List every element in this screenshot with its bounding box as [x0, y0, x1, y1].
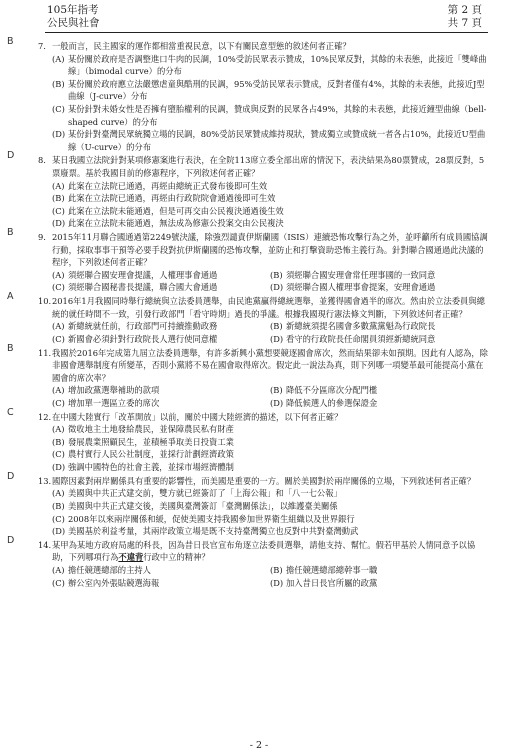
question-stem: [38, 154, 488, 179]
option-text: 新國會必須針對行政院長人選行使同意權: [68, 333, 218, 344]
question-11: [7, 342, 488, 410]
handwritten-answer: D: [7, 150, 15, 162]
option-label: (A): [52, 180, 65, 191]
option-text: 須經聯合國人權理事會提案，安理會通過: [286, 282, 436, 293]
answer-option: [52, 397, 270, 410]
option-label: (D): [270, 282, 284, 293]
option-label: (C): [52, 398, 65, 408]
exam-header-left: [47, 4, 100, 30]
answer-option: [38, 128, 488, 153]
option-label: (B): [270, 385, 283, 396]
options-grid: [38, 320, 488, 345]
option-label: (C): [52, 577, 65, 588]
option-text: 降低不分區席次分配門檻: [286, 385, 378, 396]
question-10: [7, 291, 488, 345]
option-text: 此案在立法院已通過，再經由行政院院會通過後即可生效: [68, 193, 276, 204]
option-label: (D): [52, 462, 66, 473]
question-text: 一般而言，民主國家的運作都相當重視民意，以下有關民意型態的敘述何者正確？: [52, 41, 351, 51]
answer-option: [38, 461, 488, 474]
option-label: (B): [52, 436, 65, 447]
question-number: 8.: [38, 155, 46, 166]
answer-option: [52, 320, 270, 333]
answer-option: [38, 513, 488, 526]
options-grid: [38, 269, 488, 294]
option-label: (A): [52, 424, 65, 435]
option-text: 強調中國特色的社會主義，並採市場經濟體制: [68, 462, 234, 473]
option-label: (C): [52, 449, 65, 460]
option-label: (B): [270, 269, 283, 280]
option-text: 2008年以來兩岸關係和緩，促使美國支持我國參加世界衛生組織以及世界銀行: [68, 513, 355, 524]
question-14: [7, 534, 488, 589]
option-text: 須經聯合國秘書長提議，聯合國大會通過: [68, 282, 218, 293]
options-grid: [38, 564, 488, 589]
handwritten-answer: B: [7, 342, 14, 354]
exam-title: 105年指考: [47, 4, 99, 16]
answer-option: [38, 205, 488, 218]
option-text: 美國與中共正式建交前，雙方就已經簽訂了「上海公報」和「八一七公報」: [68, 488, 342, 499]
question-number: 13.: [38, 475, 52, 486]
question-9: [7, 227, 488, 294]
option-label: (B): [52, 193, 65, 204]
answer-option: [38, 436, 488, 449]
question-stem: [38, 295, 488, 320]
option-label: (D): [52, 218, 66, 229]
answer-option: [38, 53, 488, 78]
option-text: 此案在立法院未能通過，無法成為修憲公投案交由公民複決: [68, 218, 284, 229]
question-text-part: 某甲為某地方政府局處的科長，因為昔日長官宣布角逐立法委員選舉，請他支持、幫忙。假若甲基於人情同意予以協助，下列哪項行為: [52, 539, 476, 563]
question-12: [7, 406, 488, 474]
option-label: (A): [52, 565, 65, 575]
question-13: [7, 470, 488, 538]
exam-header-right: [448, 4, 482, 30]
answer-option: [38, 78, 488, 103]
answer-option: [52, 577, 270, 590]
question-number: 12.: [38, 411, 52, 422]
option-text: 美國與中共正式建交後，美國與臺灣簽訂「臺灣關係法」，以維護臺美關係: [68, 500, 338, 511]
answer-option: [52, 564, 270, 577]
answer-option: [38, 487, 488, 500]
option-label: (A): [52, 385, 65, 396]
answer-option: [270, 333, 488, 346]
option-label: (C): [52, 103, 65, 114]
option-label: (B): [52, 500, 65, 511]
emphasized-keyword: 不違背: [118, 552, 144, 563]
options-grid: [38, 384, 488, 409]
answer-option: [270, 384, 488, 397]
option-label: (C): [52, 333, 65, 344]
option-text: 看守的行政院長任命閣員須經新總統同意: [286, 333, 436, 344]
option-text: 徵收地主土地發給農民，並保障農民私有財產: [68, 424, 234, 435]
question-stem: [38, 231, 488, 269]
option-label: (D): [52, 129, 66, 140]
question-number: 9.: [38, 232, 46, 243]
answer-option: [52, 333, 270, 346]
answer-option: [270, 320, 488, 333]
handwritten-answer: A: [7, 291, 14, 303]
question-7: [7, 36, 488, 153]
option-text: 須經聯合國安理會常任理事國的一致同意: [286, 269, 436, 280]
question-stem: [38, 411, 488, 424]
option-text: 發展農業照顧民生，並積極爭取美日投資工業: [68, 436, 234, 447]
option-label: (B): [52, 78, 65, 89]
option-text: 擔任競選總部總幹事一職: [286, 565, 378, 575]
answer-option: [38, 217, 488, 230]
answer-option: [38, 448, 488, 461]
answer-option: [38, 103, 488, 128]
question-text: 2015年11月聯合國通過第2249號決議，除強烈譴責伊斯蘭國（ISIS）連續恐怖攻擊行為之外，並呼籲所有成員國協調行動，採取事事干預等必要手段對抗伊斯蘭國的恐怖攻擊，並防止和打擊資助恐怖主義行為。針對聯合國通過此決議的程序，下列敘述何者正確？: [52, 232, 488, 268]
option-text: 美國基於利益考量，其兩岸政策立場是既不支持臺灣獨立也反對中共對臺灣動武: [68, 526, 359, 537]
option-text: 降低候選人的參選保證金: [286, 398, 378, 408]
option-label: (A): [52, 321, 65, 332]
page-indicator: 第 2 頁: [447, 4, 482, 16]
answer-option: [52, 281, 270, 294]
option-label: (D): [270, 577, 284, 588]
option-label: (B): [270, 565, 283, 575]
question-number: 10.: [38, 296, 52, 307]
option-text: 此案在立法院未能通過，但是可再交由公民複決通過後生效: [68, 205, 284, 216]
option-label: (A): [52, 53, 65, 64]
question-text: 某日我國立法院針對某項修憲案進行表決，在全院113席立委全部出席的情況下，表決結果為80票贊成，28票反對，5票廢票。基於我國目前的修憲程序，下列敘述何者正確？: [52, 155, 485, 179]
question-text: 我國於2016年完成第九屆立法委員選舉，有許多新興小黨想要競逐國會席次，然而結果卻未如預期。因此有人認為，除非國會選舉制度有所變革，否則小黨將不易在國會取得席次。假定此一說法為真，則下列哪一項變革最可能提高小黨在國會的席次率？: [52, 347, 488, 383]
handwritten-answer: B: [7, 36, 14, 47]
option-label: (D): [270, 333, 284, 344]
option-label: (B): [270, 321, 283, 332]
question-stem: [38, 475, 488, 488]
option-label: (C): [52, 513, 65, 524]
question-text-part: 行政中立的精神？: [143, 552, 210, 563]
answer-option: [270, 577, 488, 590]
option-label: (C): [52, 205, 65, 216]
question-text: 國際因素對兩岸關係具有重要的影響性，而美國是重要的一方。關於美國對於兩岸關係的立場，下列敘述何者正確？: [52, 475, 476, 486]
answer-option: [52, 269, 270, 282]
option-label: (D): [270, 398, 284, 408]
option-text: 新總統須提名國會多數黨黨魁為行政院長: [286, 321, 436, 332]
question-8: [7, 150, 488, 230]
header-divider: [45, 32, 488, 33]
answer-option: [270, 397, 488, 410]
option-label: (C): [52, 282, 65, 293]
question-text: 在中國大陸實行「改革開放」以前，關於中國大陸經濟的描述，以下何者正確？: [52, 411, 343, 422]
page-number: - 2 -: [249, 740, 269, 751]
question-stem: [38, 40, 488, 53]
answer-option: [270, 281, 488, 294]
option-text: 擔任競選總部的主持人: [68, 565, 151, 575]
option-label: (A): [52, 269, 65, 280]
handwritten-answer: D: [7, 470, 15, 482]
option-text: 某份針對臺灣民眾統獨立場的民調，80%受訪民眾贊成維持現狀，贊成獨立或贊成統一者各占10%，此接近U型曲線（U-curve）的分布: [68, 129, 486, 152]
option-text: 辦公室內外張貼競選海報: [68, 577, 160, 588]
handwritten-answer: D: [7, 534, 15, 546]
subject-title: 公民與社會: [47, 17, 100, 29]
question-text: 2016年1月我國同時舉行總統與立法委員選舉，由民進黨贏得總統選舉，並獲得國會過半的席次。然由於立法委員與總統的就任時間不一致，引發行政部門「看守時期」過長的爭議。根據我國現行憲法條文判斷，下列敘述何者正確？: [52, 296, 485, 319]
question-number: 7.: [38, 41, 46, 51]
option-label: (D): [52, 526, 66, 537]
answer-option: [270, 564, 488, 577]
answer-option: [38, 180, 488, 193]
answer-option: [38, 423, 488, 436]
question-text: [52, 539, 488, 564]
option-text: 此案在立法院已通過，再經由總統正式發布後即可生效: [68, 180, 268, 191]
option-text: 增加政黨選舉補助的款項: [68, 385, 160, 396]
answer-option: [38, 192, 488, 205]
answer-option: [52, 384, 270, 397]
option-text: 某份關於政府是否調整進口牛肉的民調，10%受訪民眾表示贊成，10%民眾反對，其餘的未表態，此接近「雙峰曲線」（bimodal curve）的分布: [68, 53, 487, 77]
answer-option: [270, 269, 488, 282]
option-text: 加入昔日長官所屬的政黨: [286, 577, 378, 588]
option-text: 新總統就任前，行政部門可持續推動政務: [68, 321, 218, 332]
option-text: 某份針對未婚女性是否擁有墮胎權利的民調，贊成與反對的民眾各占49%，其餘的未表態，此接近鐘型曲線（bell-shaped curve）的分布: [68, 103, 487, 127]
question-stem: [38, 347, 488, 385]
option-label: (A): [52, 488, 65, 499]
option-text: 增加單一選區立委的席次: [68, 398, 160, 408]
answer-option: [38, 500, 488, 513]
handwritten-answer: B: [7, 227, 14, 239]
handwritten-answer: C: [7, 406, 14, 418]
option-text: 某份關於政府應立法嚴懲虐童與酷刑的民調，95%受訪民眾表示贊成，反對者僅有4%，其餘的未表態，此接近J型曲線（J-curve）分布: [68, 78, 485, 102]
question-list: [7, 36, 488, 589]
option-text: 須經聯合國安理會提議，人權理事會通過: [68, 269, 218, 280]
answer-option: [38, 525, 488, 538]
total-pages: 共 7 頁: [447, 17, 482, 29]
option-text: 農村實行人民公社制度，並採行計劃經濟政策: [68, 449, 234, 460]
question-stem: [38, 539, 488, 564]
question-number: 11.: [38, 347, 52, 358]
question-number: 14.: [38, 539, 52, 550]
